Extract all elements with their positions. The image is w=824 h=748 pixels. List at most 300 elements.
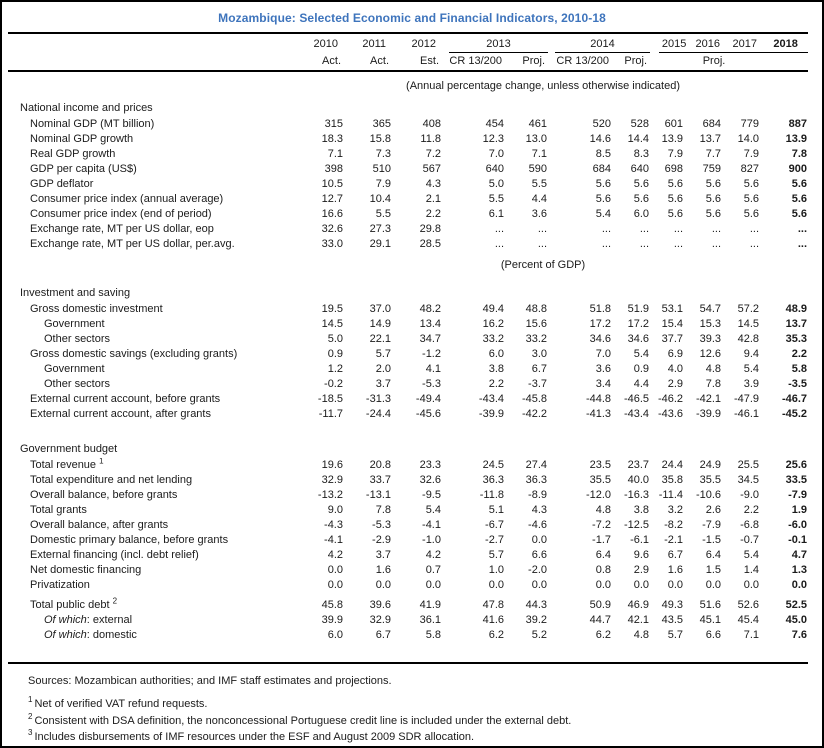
col-group-2013 [442,33,548,53]
data-row [8,177,808,192]
value-cell: 24.5 [482,459,504,471]
data-row [8,222,808,237]
subheader-row [8,53,808,71]
value-cell: 7.9 [667,148,684,160]
value-cell: -46.1 [733,408,760,420]
value-cell: 5.2 [531,629,548,641]
value-cell: -41.3 [585,408,612,420]
value-cell: 45.4 [737,614,760,626]
value-cell: 0.9 [327,348,343,360]
footnote-ref: 1 [99,458,104,466]
value-cell: ... [797,238,808,250]
row-label: Domestic primary balance, before grants [30,534,229,546]
value-cell: 5.6 [743,178,760,190]
data-row [8,548,808,563]
value-cell: -1.5 [702,534,722,546]
value-cell: 5.6 [743,208,760,220]
projection-years-group [659,38,808,53]
value-cell: -6.8 [740,519,760,531]
value-cell: 39.6 [369,599,391,611]
value-cell: -0.7 [740,534,760,546]
row-label: Other sectors [44,378,111,390]
value-cell: 24.4 [661,459,684,471]
value-cell: -42.1 [695,393,722,405]
row-label: External current account, before grants [30,393,221,405]
value-cell: 0.8 [595,564,612,576]
section-row [8,422,808,458]
footnote-1-text: Net of verified VAT refund requests. [34,698,208,710]
value-cell: 14.0 [737,133,760,145]
value-cell: ... [711,238,722,250]
value-cell: ... [601,223,612,235]
value-cell: 887 [788,118,808,130]
value-cell: 2.2 [488,378,504,390]
value-cell: -44.8 [585,393,612,405]
value-cell: 4.2 [425,549,441,561]
value-cell: 36.3 [525,474,548,486]
value-cell: 8.3 [633,148,650,160]
data-row [8,132,808,147]
footnote-2-text: Consistent with DSA definition, the nonconcessional Portuguese credit line is included under the external debt. [34,714,572,727]
data-row [8,147,808,162]
value-cell: 32.9 [321,474,343,486]
value-cell: 51.6 [699,599,722,611]
value-cell: 510 [372,163,391,175]
value-cell: 10.4 [369,193,391,205]
value-cell: 29.8 [419,223,441,235]
value-cell: 684 [592,163,612,175]
value-cell: 365 [372,118,391,130]
value-cell: 29.1 [369,238,391,250]
value-cell: 2.6 [705,504,722,516]
value-cell: 49.3 [661,599,684,611]
value-cell: ... [494,223,504,235]
value-cell: 0.0 [667,579,684,591]
value-cell: 3.8 [633,504,650,516]
value-cell: 7.1 [743,629,760,641]
value-cell: -45.6 [415,408,441,420]
value-cell: 5.6 [595,178,612,190]
year-header-row [8,33,808,53]
row-label: GDP deflator [30,178,94,190]
value-cell: 13.7 [699,133,722,145]
value-cell: ... [749,223,760,235]
value-cell: 6.7 [375,629,391,641]
value-cell: 3.8 [488,363,504,375]
value-cell: 454 [485,118,504,130]
indicators-table [8,32,808,664]
value-cell: 11.8 [420,133,441,145]
value-cell: 43.5 [661,614,684,626]
data-row [8,162,808,177]
row-label: GDP per capita (US$) [30,163,137,175]
value-cell: 5.5 [531,178,548,190]
value-cell: -1.0 [422,534,441,546]
value-cell: 1.3 [791,564,808,576]
col-year-2013: 2013 [449,38,548,53]
value-cell: 47.8 [482,599,504,611]
value-cell: 52.6 [737,599,760,611]
value-cell: 0.0 [327,564,343,576]
unit-label: (Annual percentage change, unless otherwise indicated) [406,80,680,92]
value-cell: 15.6 [525,318,548,330]
value-cell: 5.6 [705,208,722,220]
footnote-ref: 2 [112,596,118,606]
value-cell: 6.4 [595,549,612,561]
row-label: Nominal GDP growth [30,133,134,145]
value-cell: -31.3 [365,393,391,405]
value-cell: ... [601,238,612,250]
col-year-2018: 2018 [773,38,798,50]
value-cell: ... [711,223,722,235]
value-cell: 3.9 [743,378,760,390]
value-cell: 25.5 [737,459,760,471]
value-cell: 5.0 [488,178,504,190]
value-cell: 39.2 [525,614,548,626]
value-cell: 33.0 [321,238,343,250]
value-cell: 0.0 [633,579,650,591]
table-bottom-rule [8,643,808,663]
value-cell: 4.4 [531,193,548,205]
value-cell: 6.6 [531,549,548,561]
value-cell: 41.6 [482,614,504,626]
value-cell: 51.8 [589,303,612,315]
value-cell: 461 [528,118,548,130]
value-cell: ... [537,238,548,250]
value-cell: 3.7 [375,549,391,561]
subhead-cr-2013: CR 13/200 [442,53,505,71]
footnote-2 [28,713,816,730]
value-cell: 5.0 [327,333,343,345]
value-cell: 7.9 [375,178,391,190]
value-cell: 7.1 [327,148,343,160]
value-cell: ... [673,238,684,250]
value-cell: 3.0 [531,348,548,360]
value-cell: 5.7 [488,549,504,561]
value-cell: 5.6 [667,178,684,190]
value-cell: 34.6 [627,333,650,345]
value-cell: 48.8 [525,303,548,315]
value-cell: 15.4 [661,318,684,330]
row-label: Gross domestic savings (excluding grants) [30,348,238,360]
col-year-2016: 2016 [695,38,720,50]
value-cell: 28.5 [419,238,441,250]
value-cell: 6.2 [595,629,612,641]
value-cell: 5.4 [743,549,760,561]
data-row [8,117,808,132]
value-cell: -10.6 [695,489,722,501]
row-label: Privatization [30,579,90,591]
value-cell: 6.4 [705,549,722,561]
value-cell: -9.0 [740,489,760,501]
footnote-3-marker: 3 [28,728,33,738]
value-cell: 34.5 [737,474,760,486]
value-cell: 5.4 [595,208,612,220]
section-label: Government budget [20,443,118,455]
value-cell: 50.9 [589,599,612,611]
value-cell: 7.9 [743,148,760,160]
value-cell: 7.8 [705,378,722,390]
value-cell: 0.0 [327,579,343,591]
row-label: Total public debt $^2$ [30,596,118,611]
value-cell: -3.5 [788,378,808,390]
value-cell: 398 [324,163,343,175]
value-cell: 900 [788,163,808,175]
value-cell: 684 [702,118,722,130]
data-row [8,192,808,207]
value-cell: -43.4 [478,393,504,405]
value-cell: -11.4 [658,489,684,501]
value-cell: 35.5 [699,474,722,486]
value-cell: 23.3 [419,459,441,471]
value-cell: 4.8 [705,363,722,375]
value-cell: 13.9 [785,133,808,145]
col-group-2014 [548,33,650,53]
value-cell: 15.8 [369,133,391,145]
value-cell: 5.5 [375,208,391,220]
value-cell: 5.4 [743,363,760,375]
sources-line: Sources: Mozambican authorities; and IMF staff estimates and projections. [28,675,392,687]
data-row [8,473,808,488]
value-cell: -42.2 [521,408,548,420]
value-cell: 6.7 [667,549,684,561]
value-cell: -4.6 [528,519,548,531]
footnote-3-text: Includes disbursements of IMF resources under the ESF and August 2009 SDR allocation. [34,731,475,743]
value-cell: 5.7 [375,348,391,360]
value-cell: 0.9 [633,363,650,375]
row-label-spacer [8,252,278,279]
value-cell: 7.8 [375,504,391,516]
value-cell: 0.0 [531,579,548,591]
data-row [8,407,808,422]
value-cell: 2.1 [425,193,441,205]
value-cell: 4.2 [327,549,343,561]
row-label: Exchange rate, MT per US dollar, eop [30,223,214,235]
value-cell: 3.6 [595,363,612,375]
footnote-1-marker: 1 [28,695,33,705]
value-cell: ... [639,223,650,235]
row-label: Overall balance, after grants [30,519,169,531]
value-cell: -7.9 [702,519,722,531]
value-cell: 408 [422,118,441,130]
data-row [8,362,808,377]
value-cell: 3.2 [667,504,684,516]
table-header [8,33,808,71]
value-cell: 5.6 [705,178,722,190]
value-cell: 40.0 [627,474,650,486]
value-cell: 57.2 [737,303,760,315]
value-cell: 14.5 [321,318,343,330]
data-row [8,302,808,317]
value-cell: 315 [324,118,343,130]
value-cell: 19.5 [321,303,343,315]
value-cell: 23.5 [589,459,612,471]
data-row [8,207,808,222]
value-cell: 27.4 [525,459,548,471]
row-label: Exchange rate, MT per US dollar, per.avg. [30,238,235,250]
value-cell: 5.6 [791,208,808,220]
value-cell: -4.3 [324,519,343,531]
row-label: Consumer price index (end of period) [30,208,212,220]
value-cell: 7.7 [705,148,722,160]
row-label: Total grants [30,504,87,516]
row-label: Consumer price index (annual average) [30,193,224,205]
subhead-act-2011: Act. [344,53,392,71]
value-cell: 32.6 [419,474,441,486]
value-cell: 640 [485,163,504,175]
data-row [8,237,808,252]
value-cell: 45.1 [699,614,722,626]
value-cell: 8.5 [595,148,612,160]
value-cell: 16.6 [321,208,343,220]
row-label: Government [44,363,105,375]
value-cell: 5.5 [488,193,504,205]
value-cell: 32.6 [321,223,343,235]
label-column-header [8,33,278,53]
data-row [8,578,808,593]
value-cell: 6.1 [488,208,504,220]
value-cell: 34.6 [589,333,612,345]
data-row [8,533,808,548]
value-cell: ... [639,238,650,250]
value-cell: 14.6 [589,133,612,145]
value-cell: 0.0 [743,579,760,591]
value-cell: 4.7 [791,549,808,561]
value-cell: -4.1 [324,534,343,546]
col-year-2010: 2010 [278,33,344,53]
value-cell: -43.6 [657,408,684,420]
value-cell: 23.7 [627,459,650,471]
value-cell: -6.0 [788,519,808,531]
value-cell: 14.5 [737,318,760,330]
value-cell: 5.1 [488,504,504,516]
row-label: Net domestic financing [30,564,142,576]
value-cell: -39.9 [695,408,722,420]
value-cell: -49.4 [415,393,441,405]
value-cell: 13.0 [525,133,548,145]
value-cell: 4.8 [633,629,650,641]
value-cell: 1.6 [667,564,684,576]
value-cell: 4.3 [531,504,548,516]
row-label: Nominal GDP (MT billion) [30,118,155,130]
value-cell: 12.7 [321,193,343,205]
col-group-2015-2018 [650,33,808,53]
value-cell: 46.9 [627,599,650,611]
value-cell: 6.2 [488,629,504,641]
value-cell: 20.8 [369,459,391,471]
value-cell: -7.2 [592,519,612,531]
value-cell: 6.0 [327,629,343,641]
value-cell: 4.4 [633,378,650,390]
footnote-3 [28,729,816,746]
row-label: Of which: domestic [44,629,137,641]
value-cell: 54.7 [699,303,722,315]
value-cell: 16.2 [482,318,504,330]
value-cell: -6.1 [630,534,650,546]
value-cell: 39.9 [321,614,343,626]
value-cell: 7.3 [375,148,391,160]
data-row [8,377,808,392]
value-cell: 7.6 [791,629,808,641]
value-cell: -6.7 [485,519,504,531]
value-cell: -4.1 [422,519,441,531]
data-row [8,488,808,503]
value-cell: 1.2 [327,363,343,375]
value-cell: -0.1 [788,534,808,546]
value-cell: -16.3 [623,489,650,501]
value-cell: 4.0 [667,363,684,375]
value-cell: -45.8 [521,393,548,405]
value-cell: ... [673,223,684,235]
value-cell: 17.2 [589,318,612,330]
value-cell: 528 [630,118,650,130]
unit-label: (Percent of GDP) [500,259,586,271]
row-label: Overall balance, before grants [30,489,178,501]
value-cell: -5.3 [372,519,391,531]
value-cell: 15.3 [699,318,722,330]
value-cell: 35.3 [785,333,808,345]
page-title: Mozambique: Selected Economic and Financial Indicators, 2010-18 [218,11,606,25]
value-cell: 51.9 [627,303,650,315]
value-cell: -24.4 [365,408,391,420]
value-cell: -8.9 [528,489,548,501]
value-cell: -12.5 [623,519,650,531]
value-cell: 520 [592,118,612,130]
value-cell: 0.0 [531,534,548,546]
value-cell: -5.3 [422,378,441,390]
value-cell: 5.8 [425,629,441,641]
value-cell: 48.2 [419,303,441,315]
value-cell: 24.9 [699,459,722,471]
row-label: Total expenditure and net lending [30,474,193,486]
value-cell: 13.7 [785,318,808,330]
section-row [8,97,808,117]
col-year-2017: 2017 [732,38,757,50]
rule-cell [8,643,808,663]
value-cell: 39.3 [699,333,722,345]
value-cell: 698 [664,163,684,175]
value-cell: 14.4 [627,133,650,145]
value-cell: -39.9 [478,408,504,420]
value-cell: 13.9 [661,133,684,145]
value-cell: -3.7 [528,378,548,390]
value-cell: -47.9 [733,393,760,405]
value-cell: 5.6 [667,208,684,220]
value-cell: 1.9 [791,504,808,516]
value-cell: 45.8 [321,599,343,611]
value-cell: -1.2 [422,348,441,360]
value-cell: 14.9 [369,318,391,330]
value-cell: 36.3 [482,474,504,486]
value-cell: 9.4 [743,348,760,360]
value-cell: 5.6 [633,178,650,190]
value-cell: 5.8 [791,363,808,375]
value-cell: 0.0 [375,579,391,591]
value-cell: 35.5 [589,474,612,486]
value-cell: 0.0 [791,579,808,591]
data-row [8,317,808,332]
table-footer [8,675,816,746]
data-row [8,518,808,533]
value-cell: 7.0 [488,148,504,160]
value-cell: 3.4 [595,378,612,390]
value-cell: -1.7 [592,534,612,546]
value-cell: 4.8 [595,504,612,516]
value-cell: 590 [528,163,548,175]
value-cell: 17.2 [627,318,650,330]
value-cell: 4.1 [425,363,441,375]
subhead-act-2010: Act. [278,53,344,71]
